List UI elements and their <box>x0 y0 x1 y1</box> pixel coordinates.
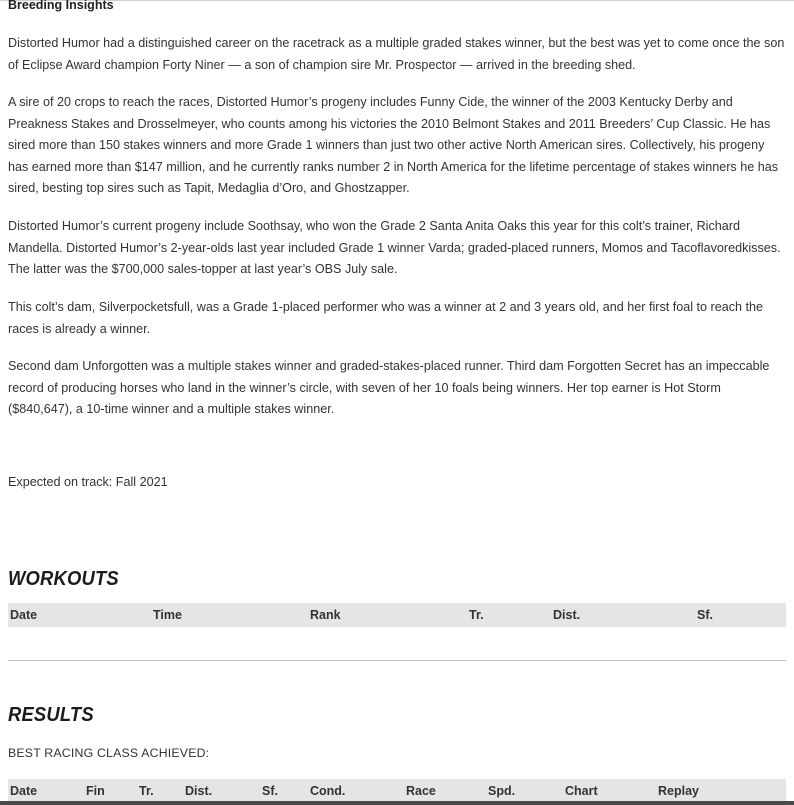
breeding-paragraph: A sire of 20 crops to reach the races, Distorted Humor’s progeny includes Funny Cide, the winner of the 2003 Kentucky Derby and Preakness Stakes and Drosselmeyer, who counts among his victories the 2010 Belmont Stakes and 2011 Breeders’ Cup Classic. He has sired more than 150 stakes winners and more Grade 1 winners than just two other active North American sires. Collectively, his progeny has earned more than $147 million, and he currently ranks number 2 in North America for the lifetime percentage of stakes winners he has sired, besting top sires such as Tapit, Medaglia d’Oro, and Ghostzapper. <box>8 95 779 195</box>
workouts-table-header <box>8 603 786 627</box>
bottom-scroll-edge <box>0 801 794 805</box>
results-col-replay[interactable]: Replay <box>658 784 699 798</box>
best-racing-class: BEST RACING CLASS ACHIEVED: <box>8 746 210 760</box>
workouts-col-surface[interactable]: Sf. <box>697 608 713 622</box>
breeding-paragraph: Distorted Humor’s current progeny include Soothsay, who won the Grade 2 Santa Anita Oaks this year for this colt’s trainer, Richard Mandella. Distorted Humor’s 2-year-olds last year included Grade 1 winner Varda; graded-placed runners, Momos and Tacoflavoredkisses. The latter was the $700,000 sales-topper at last year’s OBS July sale. <box>8 219 781 276</box>
results-col-track[interactable]: Tr. <box>139 784 154 798</box>
breeding-paragraph: Second dam Unforgotten was a multiple stakes winner and graded-stakes-placed runner. Third dam Forgotten Secret has an impeccable record of producing horses who land in the winner’s circle, with seven of her 10 foals being winners. Her top earner is Hot Storm ($840,647), a 10-time winner and a multiple stakes winner. <box>8 359 770 416</box>
breeding-paragraph: Distorted Humor had a distinguished career on the racetrack as a multiple graded stakes winner, but the best was yet to come once the son of Eclipse Award champion Forty Niner — a son of champion sire Mr. Prospector — arrived in the breeding shed. <box>8 36 785 72</box>
results-col-chart[interactable]: Chart <box>565 784 598 798</box>
workouts-col-track[interactable]: Tr. <box>469 608 484 622</box>
workouts-col-rank[interactable]: Rank <box>310 608 341 622</box>
results-col-race[interactable]: Race <box>406 784 436 798</box>
results-col-distance[interactable]: Dist. <box>185 784 213 798</box>
results-heading: RESULTS <box>8 704 94 726</box>
breeding-insights-heading: Breeding Insights <box>8 0 114 12</box>
section-divider <box>8 660 786 661</box>
expected-on-track: Expected on track: Fall 2021 <box>8 475 168 489</box>
results-col-surface[interactable]: Sf. <box>262 784 278 798</box>
workouts-heading: WORKOUTS <box>8 568 119 590</box>
breeding-paragraph: This colt’s dam, Silverpocketsfull, was a Grade 1-placed performer who was a winner at 2 and 3 years old, and her first foal to reach the races is already a winner. <box>8 300 764 336</box>
results-col-finish[interactable]: Fin <box>86 784 105 798</box>
workouts-col-distance[interactable]: Dist. <box>553 608 581 622</box>
results-col-condition[interactable]: Cond. <box>310 784 346 798</box>
results-col-speed[interactable]: Spd. <box>488 784 516 798</box>
results-col-date[interactable]: Date <box>10 784 38 798</box>
results-table-header <box>8 779 786 803</box>
workouts-col-time[interactable]: Time <box>153 608 182 622</box>
workouts-col-date[interactable]: Date <box>10 608 38 622</box>
top-divider <box>0 0 794 1</box>
